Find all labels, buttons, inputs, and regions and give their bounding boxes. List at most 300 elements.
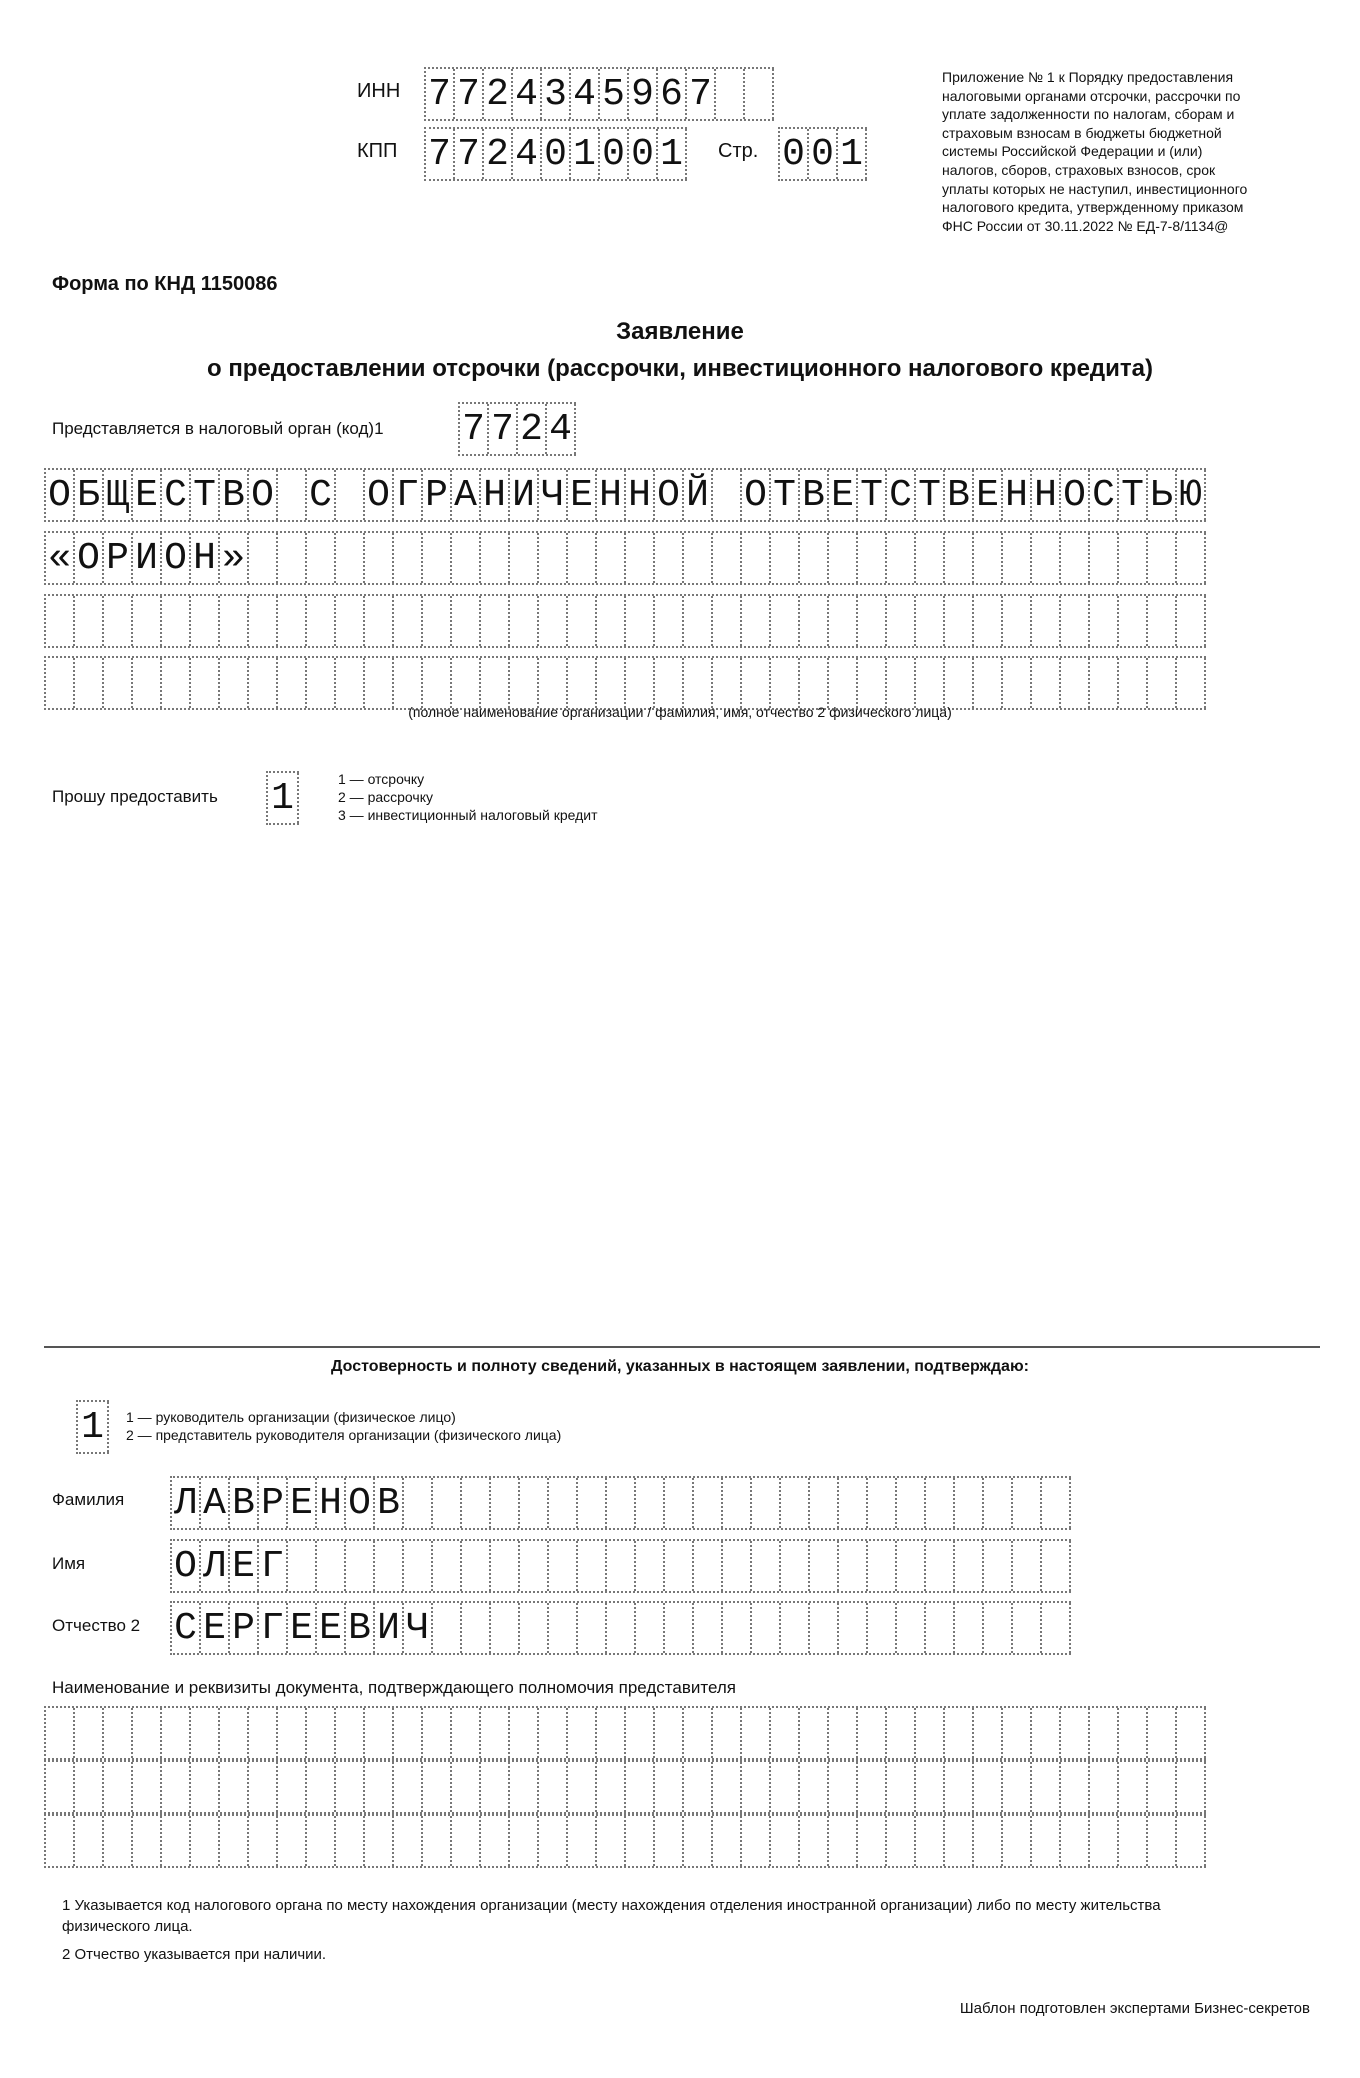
char-cell[interactable]	[1177, 1708, 1206, 1758]
char-cell[interactable]: Т	[191, 470, 220, 520]
char-cell[interactable]	[626, 596, 655, 646]
char-cell[interactable]	[597, 596, 626, 646]
char-cell[interactable]	[462, 1478, 491, 1528]
char-cell[interactable]	[336, 533, 365, 583]
char-cell[interactable]	[394, 658, 423, 708]
char-cell[interactable]: Е	[230, 1541, 259, 1591]
char-cell[interactable]: 2	[484, 69, 513, 119]
char-cell[interactable]	[423, 1708, 452, 1758]
char-cell[interactable]	[839, 1541, 868, 1591]
char-cell[interactable]: 1	[658, 129, 687, 179]
char-cell[interactable]	[1148, 596, 1177, 646]
char-cell[interactable]	[713, 596, 742, 646]
char-cell[interactable]	[365, 596, 394, 646]
surname-field[interactable]	[170, 1476, 1071, 1530]
char-cell[interactable]: Е	[201, 1603, 230, 1653]
char-cell[interactable]: С	[887, 470, 916, 520]
char-cell[interactable]: Б	[75, 470, 104, 520]
char-cell[interactable]	[1148, 1762, 1177, 1812]
char-cell[interactable]	[626, 1708, 655, 1758]
char-cell[interactable]	[1119, 1762, 1148, 1812]
char-cell[interactable]	[1177, 533, 1206, 583]
char-cell[interactable]: 1	[838, 129, 867, 179]
char-cell[interactable]	[781, 1478, 810, 1528]
char-cell[interactable]	[626, 533, 655, 583]
char-cell[interactable]	[1003, 1708, 1032, 1758]
char-cell[interactable]	[336, 1762, 365, 1812]
char-cell[interactable]	[452, 533, 481, 583]
char-cell[interactable]: 2	[484, 129, 513, 179]
char-cell[interactable]	[655, 1816, 684, 1866]
char-cell[interactable]	[539, 658, 568, 708]
char-cell[interactable]	[133, 596, 162, 646]
char-cell[interactable]	[752, 1541, 781, 1591]
char-cell[interactable]	[1013, 1603, 1042, 1653]
char-cell[interactable]: 0	[629, 129, 658, 179]
char-cell[interactable]	[365, 1816, 394, 1866]
char-cell[interactable]	[945, 596, 974, 646]
char-cell[interactable]: И	[133, 533, 162, 583]
char-cell[interactable]	[723, 1603, 752, 1653]
char-cell[interactable]	[394, 1762, 423, 1812]
char-cell[interactable]	[945, 533, 974, 583]
char-cell[interactable]	[462, 1541, 491, 1591]
char-cell[interactable]	[46, 1708, 75, 1758]
char-cell[interactable]	[926, 1603, 955, 1653]
char-cell[interactable]	[945, 1816, 974, 1866]
char-cell[interactable]	[858, 596, 887, 646]
char-cell[interactable]: В	[230, 1478, 259, 1528]
char-cell[interactable]: С	[162, 470, 191, 520]
char-cell[interactable]	[510, 1762, 539, 1812]
char-cell[interactable]: В	[800, 470, 829, 520]
char-cell[interactable]	[684, 1762, 713, 1812]
char-cell[interactable]	[713, 533, 742, 583]
char-cell[interactable]	[1061, 1708, 1090, 1758]
char-cell[interactable]	[597, 1762, 626, 1812]
char-cell[interactable]: 9	[629, 69, 658, 119]
char-cell[interactable]	[1032, 1762, 1061, 1812]
char-cell[interactable]	[887, 596, 916, 646]
char-cell[interactable]	[452, 1708, 481, 1758]
char-cell[interactable]	[887, 1816, 916, 1866]
char-cell[interactable]	[336, 658, 365, 708]
char-cell[interactable]	[1042, 1603, 1071, 1653]
char-cell[interactable]	[578, 1541, 607, 1591]
char-cell[interactable]: Е	[974, 470, 1003, 520]
char-cell[interactable]	[346, 1541, 375, 1591]
char-cell[interactable]	[742, 658, 771, 708]
char-cell[interactable]	[278, 596, 307, 646]
char-cell[interactable]	[307, 1762, 336, 1812]
char-cell[interactable]: Р	[259, 1478, 288, 1528]
char-cell[interactable]	[191, 1816, 220, 1866]
char-cell[interactable]	[713, 1708, 742, 1758]
char-cell[interactable]	[1148, 658, 1177, 708]
char-cell[interactable]: Н	[481, 470, 510, 520]
char-cell[interactable]: Л	[201, 1541, 230, 1591]
char-cell[interactable]: О	[655, 470, 684, 520]
char-cell[interactable]	[394, 596, 423, 646]
char-cell[interactable]: Щ	[104, 470, 133, 520]
char-cell[interactable]	[716, 69, 745, 119]
char-cell[interactable]: Ю	[1177, 470, 1206, 520]
char-cell[interactable]: В	[346, 1603, 375, 1653]
char-cell[interactable]	[752, 1603, 781, 1653]
char-cell[interactable]	[307, 533, 336, 583]
char-cell[interactable]	[810, 1478, 839, 1528]
char-cell[interactable]	[1032, 533, 1061, 583]
char-cell[interactable]	[278, 470, 307, 520]
char-cell[interactable]	[713, 1816, 742, 1866]
char-cell[interactable]	[481, 658, 510, 708]
char-cell[interactable]	[636, 1541, 665, 1591]
char-cell[interactable]: О	[172, 1541, 201, 1591]
char-cell[interactable]	[1148, 1816, 1177, 1866]
char-cell[interactable]	[800, 533, 829, 583]
char-cell[interactable]	[1119, 596, 1148, 646]
char-cell[interactable]	[1042, 1541, 1071, 1591]
char-cell[interactable]	[162, 596, 191, 646]
char-cell[interactable]	[510, 533, 539, 583]
char-cell[interactable]	[655, 596, 684, 646]
char-cell[interactable]: 7	[460, 404, 489, 454]
char-cell[interactable]: 2	[518, 404, 547, 454]
char-cell[interactable]	[694, 1541, 723, 1591]
char-cell[interactable]	[636, 1478, 665, 1528]
doc-row-2[interactable]	[44, 1760, 1206, 1814]
char-cell[interactable]	[336, 1708, 365, 1758]
char-cell[interactable]	[491, 1541, 520, 1591]
char-cell[interactable]	[800, 596, 829, 646]
char-cell[interactable]: Е	[288, 1603, 317, 1653]
char-cell[interactable]	[307, 1708, 336, 1758]
char-cell[interactable]	[46, 1816, 75, 1866]
char-cell[interactable]	[191, 658, 220, 708]
char-cell[interactable]	[452, 1816, 481, 1866]
char-cell[interactable]	[423, 533, 452, 583]
char-cell[interactable]: С	[172, 1603, 201, 1653]
char-cell[interactable]	[1003, 596, 1032, 646]
char-cell[interactable]: 7	[455, 129, 484, 179]
char-cell[interactable]	[481, 1816, 510, 1866]
char-cell[interactable]	[829, 1816, 858, 1866]
char-cell[interactable]	[520, 1478, 549, 1528]
char-cell[interactable]	[133, 658, 162, 708]
char-cell[interactable]	[800, 1762, 829, 1812]
char-cell[interactable]: 7	[687, 69, 716, 119]
char-cell[interactable]	[75, 1708, 104, 1758]
char-cell[interactable]	[278, 658, 307, 708]
char-cell[interactable]: 4	[547, 404, 576, 454]
char-cell[interactable]	[46, 596, 75, 646]
char-cell[interactable]	[829, 596, 858, 646]
char-cell[interactable]	[481, 1762, 510, 1812]
char-cell[interactable]	[1061, 658, 1090, 708]
char-cell[interactable]	[1090, 1762, 1119, 1812]
char-cell[interactable]	[423, 1762, 452, 1812]
char-cell[interactable]	[829, 658, 858, 708]
char-cell[interactable]: Р	[104, 533, 133, 583]
char-cell[interactable]	[568, 596, 597, 646]
char-cell[interactable]: 7	[455, 69, 484, 119]
char-cell[interactable]: О	[742, 470, 771, 520]
char-cell[interactable]: О	[162, 533, 191, 583]
char-cell[interactable]: 4	[513, 69, 542, 119]
org-name-row-2[interactable]	[44, 531, 1206, 585]
char-cell[interactable]: Е	[317, 1603, 346, 1653]
char-cell[interactable]	[1003, 1762, 1032, 1812]
tax-authority-code-field[interactable]	[458, 402, 576, 456]
char-cell[interactable]	[1090, 596, 1119, 646]
char-cell[interactable]	[75, 1762, 104, 1812]
char-cell[interactable]	[742, 1708, 771, 1758]
char-cell[interactable]: Е	[133, 470, 162, 520]
char-cell[interactable]	[433, 1603, 462, 1653]
char-cell[interactable]	[1090, 1708, 1119, 1758]
char-cell[interactable]	[1032, 1816, 1061, 1866]
char-cell[interactable]	[916, 1762, 945, 1812]
char-cell[interactable]	[1119, 533, 1148, 583]
char-cell[interactable]	[742, 533, 771, 583]
char-cell[interactable]: Н	[597, 470, 626, 520]
char-cell[interactable]	[1090, 533, 1119, 583]
char-cell[interactable]	[926, 1541, 955, 1591]
char-cell[interactable]	[723, 1478, 752, 1528]
char-cell[interactable]	[549, 1603, 578, 1653]
char-cell[interactable]	[781, 1541, 810, 1591]
char-cell[interactable]	[249, 1816, 278, 1866]
char-cell[interactable]: Е	[568, 470, 597, 520]
char-cell[interactable]	[723, 1541, 752, 1591]
char-cell[interactable]	[46, 1762, 75, 1812]
char-cell[interactable]: В	[945, 470, 974, 520]
char-cell[interactable]: Т	[916, 470, 945, 520]
char-cell[interactable]	[897, 1603, 926, 1653]
char-cell[interactable]	[249, 1762, 278, 1812]
org-name-row-1[interactable]	[44, 468, 1206, 522]
char-cell[interactable]	[597, 1708, 626, 1758]
char-cell[interactable]	[539, 1708, 568, 1758]
char-cell[interactable]	[1119, 1708, 1148, 1758]
char-cell[interactable]	[423, 596, 452, 646]
char-cell[interactable]: «	[46, 533, 75, 583]
char-cell[interactable]	[462, 1603, 491, 1653]
char-cell[interactable]	[713, 470, 742, 520]
char-cell[interactable]	[771, 533, 800, 583]
char-cell[interactable]	[539, 1762, 568, 1812]
char-cell[interactable]	[868, 1478, 897, 1528]
char-cell[interactable]	[510, 596, 539, 646]
org-name-row-3[interactable]	[44, 594, 1206, 648]
char-cell[interactable]	[1042, 1478, 1071, 1528]
char-cell[interactable]	[481, 596, 510, 646]
char-cell[interactable]	[1090, 658, 1119, 708]
char-cell[interactable]	[1119, 658, 1148, 708]
char-cell[interactable]	[433, 1478, 462, 1528]
char-cell[interactable]: И	[510, 470, 539, 520]
char-cell[interactable]	[916, 658, 945, 708]
char-cell[interactable]	[858, 1762, 887, 1812]
char-cell[interactable]	[520, 1603, 549, 1653]
char-cell[interactable]	[684, 596, 713, 646]
char-cell[interactable]	[974, 1816, 1003, 1866]
char-cell[interactable]: О	[249, 470, 278, 520]
char-cell[interactable]	[1148, 533, 1177, 583]
char-cell[interactable]	[452, 658, 481, 708]
char-cell[interactable]	[742, 1762, 771, 1812]
char-cell[interactable]	[307, 1816, 336, 1866]
char-cell[interactable]	[133, 1708, 162, 1758]
char-cell[interactable]	[694, 1603, 723, 1653]
char-cell[interactable]	[75, 658, 104, 708]
char-cell[interactable]	[75, 1816, 104, 1866]
char-cell[interactable]	[974, 596, 1003, 646]
char-cell[interactable]: О	[346, 1478, 375, 1528]
char-cell[interactable]: 7	[426, 129, 455, 179]
char-cell[interactable]	[220, 1762, 249, 1812]
char-cell[interactable]: А	[452, 470, 481, 520]
char-cell[interactable]	[220, 596, 249, 646]
char-cell[interactable]	[597, 533, 626, 583]
char-cell[interactable]: 0	[809, 129, 838, 179]
char-cell[interactable]	[684, 533, 713, 583]
char-cell[interactable]	[626, 1816, 655, 1866]
char-cell[interactable]	[1177, 596, 1206, 646]
char-cell[interactable]	[278, 1816, 307, 1866]
char-cell[interactable]	[46, 658, 75, 708]
char-cell[interactable]: Г	[259, 1603, 288, 1653]
char-cell[interactable]	[1119, 1816, 1148, 1866]
char-cell[interactable]	[800, 658, 829, 708]
char-cell[interactable]: Л	[172, 1478, 201, 1528]
char-cell[interactable]	[481, 1708, 510, 1758]
char-cell[interactable]	[771, 596, 800, 646]
char-cell[interactable]	[520, 1541, 549, 1591]
char-cell[interactable]	[655, 658, 684, 708]
char-cell[interactable]	[288, 1541, 317, 1591]
char-cell[interactable]	[568, 533, 597, 583]
char-cell[interactable]	[597, 1816, 626, 1866]
char-cell[interactable]	[829, 533, 858, 583]
char-cell[interactable]	[858, 533, 887, 583]
char-cell[interactable]	[365, 533, 394, 583]
char-cell[interactable]: Е	[288, 1478, 317, 1528]
char-cell[interactable]	[539, 533, 568, 583]
char-cell[interactable]	[665, 1603, 694, 1653]
char-cell[interactable]	[481, 533, 510, 583]
char-cell[interactable]	[220, 658, 249, 708]
char-cell[interactable]	[887, 658, 916, 708]
char-cell[interactable]	[423, 658, 452, 708]
char-cell[interactable]	[539, 596, 568, 646]
char-cell[interactable]	[955, 1541, 984, 1591]
char-cell[interactable]: О	[75, 533, 104, 583]
char-cell[interactable]	[1013, 1541, 1042, 1591]
char-cell[interactable]: 3	[542, 69, 571, 119]
char-cell[interactable]: 5	[600, 69, 629, 119]
char-cell[interactable]	[771, 1708, 800, 1758]
char-cell[interactable]	[307, 658, 336, 708]
char-cell[interactable]	[945, 1708, 974, 1758]
org-name-row-4[interactable]	[44, 656, 1206, 710]
char-cell[interactable]	[191, 596, 220, 646]
char-cell[interactable]	[655, 1708, 684, 1758]
char-cell[interactable]	[916, 596, 945, 646]
char-cell[interactable]	[887, 1762, 916, 1812]
char-cell[interactable]	[510, 1816, 539, 1866]
char-cell[interactable]	[713, 658, 742, 708]
char-cell[interactable]	[1061, 596, 1090, 646]
char-cell[interactable]: Т	[771, 470, 800, 520]
char-cell[interactable]	[984, 1541, 1013, 1591]
char-cell[interactable]	[365, 1762, 394, 1812]
char-cell[interactable]: В	[220, 470, 249, 520]
char-cell[interactable]	[104, 1816, 133, 1866]
char-cell[interactable]	[1148, 1708, 1177, 1758]
char-cell[interactable]	[1003, 658, 1032, 708]
char-cell[interactable]	[568, 1816, 597, 1866]
char-cell[interactable]	[1003, 1816, 1032, 1866]
char-cell[interactable]	[829, 1708, 858, 1758]
char-cell[interactable]: Н	[317, 1478, 346, 1528]
char-cell[interactable]	[829, 1762, 858, 1812]
char-cell[interactable]	[974, 533, 1003, 583]
char-cell[interactable]	[1032, 596, 1061, 646]
char-cell[interactable]	[510, 658, 539, 708]
kpp-field[interactable]	[424, 127, 687, 181]
char-cell[interactable]: С	[1090, 470, 1119, 520]
char-cell[interactable]	[607, 1541, 636, 1591]
char-cell[interactable]	[858, 658, 887, 708]
char-cell[interactable]	[916, 1816, 945, 1866]
char-cell[interactable]	[665, 1541, 694, 1591]
char-cell[interactable]: Е	[829, 470, 858, 520]
char-cell[interactable]	[974, 658, 1003, 708]
char-cell[interactable]: Й	[684, 470, 713, 520]
char-cell[interactable]	[781, 1603, 810, 1653]
char-cell[interactable]	[1177, 1762, 1206, 1812]
char-cell[interactable]	[104, 658, 133, 708]
char-cell[interactable]	[220, 1816, 249, 1866]
char-cell[interactable]	[713, 1762, 742, 1812]
char-cell[interactable]	[771, 1816, 800, 1866]
char-cell[interactable]	[626, 1762, 655, 1812]
char-cell[interactable]	[607, 1478, 636, 1528]
char-cell[interactable]	[249, 1708, 278, 1758]
char-cell[interactable]	[684, 1708, 713, 1758]
char-cell[interactable]	[684, 658, 713, 708]
char-cell[interactable]	[133, 1816, 162, 1866]
char-cell[interactable]	[742, 1816, 771, 1866]
char-cell[interactable]: 0	[600, 129, 629, 179]
char-cell[interactable]: 1	[268, 773, 299, 823]
char-cell[interactable]: А	[201, 1478, 230, 1528]
char-cell[interactable]	[133, 1762, 162, 1812]
char-cell[interactable]: 4	[513, 129, 542, 179]
char-cell[interactable]: Т	[1119, 470, 1148, 520]
char-cell[interactable]	[887, 533, 916, 583]
char-cell[interactable]	[745, 69, 774, 119]
char-cell[interactable]	[810, 1541, 839, 1591]
char-cell[interactable]	[104, 596, 133, 646]
doc-row-1[interactable]	[44, 1706, 1206, 1760]
char-cell[interactable]	[742, 596, 771, 646]
char-cell[interactable]	[684, 1816, 713, 1866]
char-cell[interactable]: Ь	[1148, 470, 1177, 520]
char-cell[interactable]	[423, 1816, 452, 1866]
char-cell[interactable]	[858, 1708, 887, 1758]
